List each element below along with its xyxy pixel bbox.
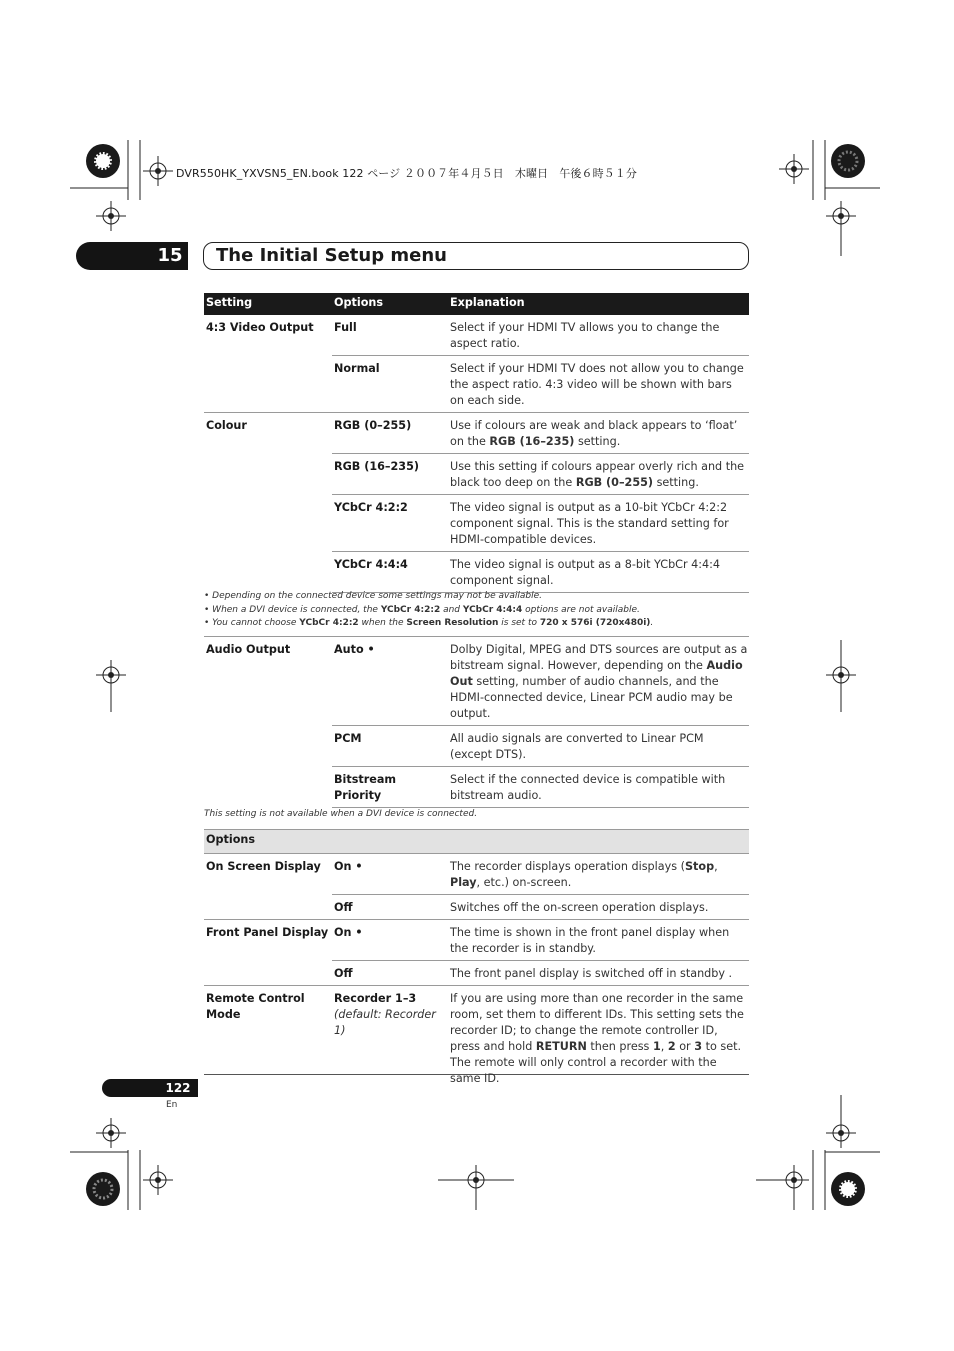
explanation-cell: The front panel display is switched off in standby . <box>450 967 733 980</box>
audio-table <box>204 636 749 808</box>
option-cell: On • <box>334 860 363 873</box>
explanation-cell: Use if colours are weak and black appears to ‘float’ on the RGB (16–235) setting. <box>450 419 738 448</box>
explanation-cell: The recorder displays operation displays (Stop, Play, etc.) on-screen. <box>450 860 718 889</box>
explanation-cell: Select if your HDMI TV does not allow you to change the aspect ratio. 4:3 video will be shown with bars on each side. <box>450 362 744 407</box>
table-row <box>204 315 749 355</box>
explanation-cell: Select if the connected device is compatible with bitstream audio. <box>450 773 726 802</box>
explanation-cell: The video signal is output as a 10-bit YCbCr 4:2:2 component signal. This is the standard setting for HDMI-compatible devices. <box>450 501 729 546</box>
note-line: • You cannot choose YCbCr 4:2:2 when the Screen Resolution is set to 720 x 576i (720x480i). <box>204 618 654 628</box>
explanation-cell: Dolby Digital, MPEG and DTS sources are output as a bitstream signal. However, depending on the Audio Out setting, number of audio channels, and the HDMI-connected device, Linear PCM audio may be output. <box>450 643 748 720</box>
table-row <box>332 453 749 494</box>
video-table <box>204 315 749 593</box>
setting-cell: Remote Control Mode <box>206 992 305 1021</box>
setting-cell: On Screen Display <box>206 860 321 873</box>
table-row <box>332 725 749 766</box>
options-heading: Options <box>206 833 256 846</box>
option-cell: Off <box>334 967 353 980</box>
explanation-cell: Switches off the on-screen operation displays. <box>450 901 709 914</box>
table-row <box>332 894 749 919</box>
option-cell: Full <box>334 321 357 334</box>
table-row <box>332 766 749 808</box>
option-cell: RGB (0–255) <box>334 419 412 432</box>
explanation-cell: The video signal is output as a 8-bit YCbCr 4:4:4 component signal. <box>450 558 721 587</box>
setting-cell: Audio Output <box>206 643 291 656</box>
setting-cell: 4:3 Video Output <box>206 321 314 334</box>
option-cell: PCM <box>334 732 362 745</box>
chapter-title: The Initial Setup menu <box>216 245 447 266</box>
options-table <box>204 853 749 1085</box>
setting-cell: Front Panel Display <box>206 926 329 939</box>
option-cell: Normal <box>334 362 380 375</box>
print-header: DVR550HK_YXVSN5_EN.book 122 ページ ２００７年４月５日 木曜日 午後６時５１分 <box>176 167 637 180</box>
table-row <box>332 355 749 412</box>
option-cell: Auto • <box>334 643 375 656</box>
audio-note: This setting is not available when a DVI device is connected. <box>204 809 478 819</box>
table-row <box>204 412 749 453</box>
table-row <box>332 494 749 551</box>
option-cell: YCbCr 4:4:4 <box>334 558 408 571</box>
colour-notes <box>204 590 749 631</box>
options-heading-bar <box>204 829 749 854</box>
explanation-cell: Select if your HDMI TV allows you to change the aspect ratio. <box>450 321 720 350</box>
option-cell: Recorder 1–3 (default: Recorder 1) <box>334 991 446 1039</box>
option-cell: RGB (16–235) <box>334 460 419 473</box>
explanation-cell: Use this setting if colours appear overly rich and the black too deep on the RGB (0–255) setting. <box>450 460 745 489</box>
option-cell: On • <box>334 926 363 939</box>
option-default-note: (default: Recorder 1) <box>334 1008 436 1037</box>
header-explanation: Explanation <box>450 296 525 309</box>
header-setting: Setting <box>206 296 253 309</box>
option-cell: Off <box>334 901 353 914</box>
table-header <box>204 293 749 315</box>
table-row <box>204 985 749 1085</box>
explanation-cell: The time is shown in the front panel display when the recorder is in standby. <box>450 926 730 955</box>
option-cell: Bitstream Priority <box>334 773 397 802</box>
note-line: • Depending on the connected device some settings may not be available. <box>204 591 542 601</box>
table-row <box>204 637 749 725</box>
page-language: En <box>166 1100 178 1110</box>
table-row <box>204 919 749 960</box>
chapter-number: 15 <box>157 245 183 266</box>
setting-cell: Colour <box>206 419 247 432</box>
explanation-cell: If you are using more than one recorder in the same room, set them to different IDs. This setting sets the recorder ID; to change the remote controller ID, press and hold RETURN then press 1, 2 or 3 to set. The remote will only control a recorder with the same ID. <box>450 992 744 1085</box>
explanation-cell: All audio signals are converted to Linear PCM (except DTS). <box>450 732 704 761</box>
note-line: • When a DVI device is connected, the YCbCr 4:2:2 and YCbCr 4:4:4 options are not available. <box>204 604 640 615</box>
page-number: 122 <box>165 1081 191 1095</box>
table-row <box>204 854 749 894</box>
chapter-title-box <box>203 242 749 270</box>
table-row <box>332 551 749 593</box>
header-options: Options <box>334 296 384 309</box>
option-cell: YCbCr 4:2:2 <box>334 501 408 514</box>
table-row <box>332 960 749 985</box>
